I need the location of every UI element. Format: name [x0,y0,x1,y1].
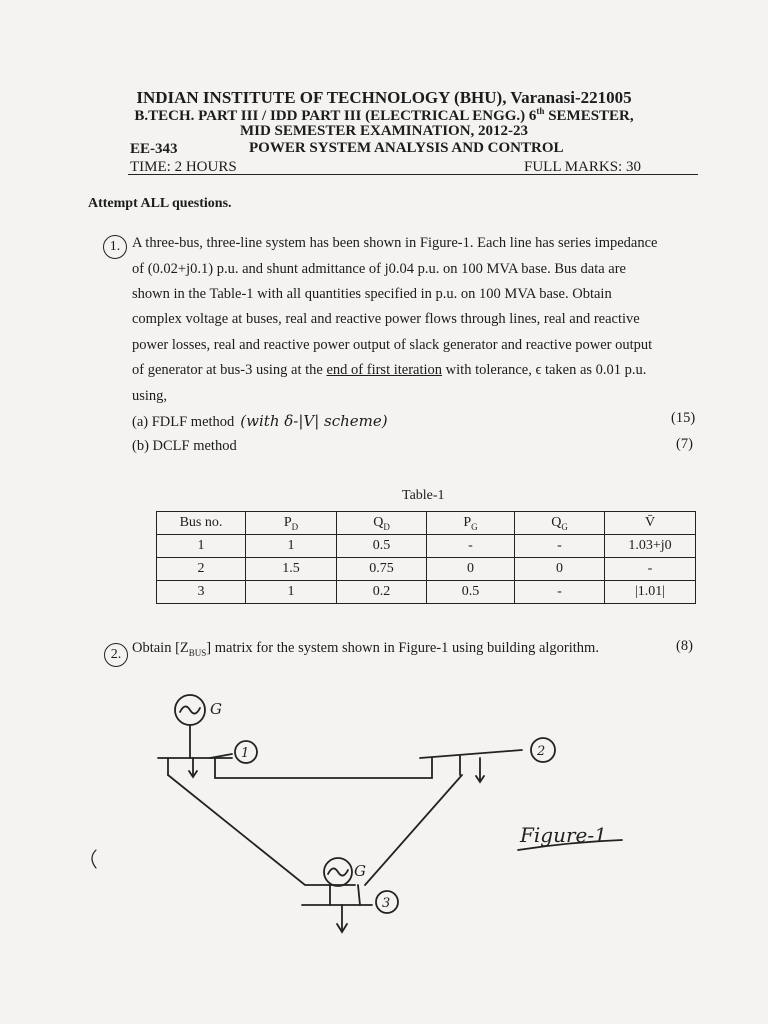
q2-marks: (8) [676,638,693,654]
table-cell: 1.5 [246,558,337,581]
bus-2-label: 2 [537,744,546,759]
q1-part-a: (a) FDLF method (with δ-|V| scheme) [132,412,388,430]
table-cell: - [515,581,605,604]
q1-line-3: shown in the Table-1 with all quantities specified in p.u. on 100 MVA base. Obtain [132,286,612,302]
line-1-2 [215,758,432,778]
bus-data-table [156,511,696,604]
question-2-number: 2. [104,643,128,667]
header-pg: $P_G$ [427,512,515,535]
bus-3-label: 3 [382,896,391,911]
table-caption: Table-1 [402,488,445,503]
header-qd: $Q_D$ [337,512,427,535]
handwritten-note: (with δ-|V| scheme) [240,412,388,430]
line-2-3 [365,775,462,885]
exam-time: TIME: 2 HOURS [130,159,237,175]
header-bus-no: Bus no. [157,512,246,535]
table-cell: 1 [157,535,246,558]
table-row [157,535,696,558]
table-cell: 1.03+j0 [605,535,696,558]
header-qg: $Q_G$ [515,512,605,535]
program-line: B.TECH. PART III / IDD PART III (ELECTRICAL ENGG.) 6th SEMESTER, [134,106,634,124]
q1-part-b: (b) DCLF method [132,438,237,454]
instructions: Attempt ALL questions. [88,196,232,211]
question-1-number: 1. [103,235,127,259]
header-pd: $P_D$ [246,512,337,535]
table-cell: 1 [246,581,337,604]
gen-1-label: G [210,700,222,718]
table-cell: 2 [157,558,246,581]
table-cell: 0.75 [337,558,427,581]
line-1-3 [168,775,355,885]
table-cell: 0 [515,558,605,581]
header-v: V̄ [605,512,696,535]
figure-1-diagram [0,680,768,980]
gen-3-label: G [354,862,366,880]
q1-part-a-marks: (15) [671,410,696,426]
q1-line-4: complex voltage at buses, real and reactive power flows through lines, real and reactive [132,311,640,327]
full-marks: FULL MARKS: 30 [524,159,641,175]
ac-wave-icon [180,706,200,713]
q1-line-2: of (0.02+j0.1) p.u. and shunt admittance of j0.04 p.u. on 100 MVA base. Bus data are [132,261,626,277]
table-cell: 1 [246,535,337,558]
table-cell: 0.2 [337,581,427,604]
bus-2-bar [420,750,522,758]
q1-line-5: power losses, real and reactive power output of slack generator and reactive power output [132,337,653,353]
underlined-phrase: end of first iteration [326,362,443,378]
course-title: POWER SYSTEM ANALYSIS AND CONTROL [249,140,564,156]
exam-line: MID SEMESTER EXAMINATION, 2012-23 [239,123,529,139]
table-header-row [157,512,696,535]
table-row [157,558,696,581]
table-cell: 0 [427,558,515,581]
table-cell: 3 [157,581,246,604]
q1-line-1: A three-bus, three-line system has been shown in Figure-1. Each line has series impedance [132,235,658,251]
figure-label: Figure-1 [520,823,607,847]
table-cell: |1.01| [605,581,696,604]
header-divider [128,174,698,175]
institute-title: INDIAN INSTITUTE OF TECHNOLOGY (BHU), Varanasi-221005 [136,88,632,107]
bus-1-label: 1 [241,746,250,761]
table-cell: 0.5 [427,581,515,604]
q1-line-6: of generator at bus-3 using at the end of first iteration with tolerance, ϵ taken as 0.01 p.u. [132,362,647,378]
table-cell: - [605,558,696,581]
q2-text: Obtain $[Z_{BUS}]$ matrix for the system shown in Figure-1 using building algorithm. [132,640,599,658]
course-code: EE-343 [130,141,178,157]
table-cell: - [427,535,515,558]
table-row [157,581,696,604]
table-cell: - [515,535,605,558]
table-cell: 0.5 [337,535,427,558]
q1-part-b-marks: (7) [676,436,693,452]
q1-using: using, [132,388,168,404]
